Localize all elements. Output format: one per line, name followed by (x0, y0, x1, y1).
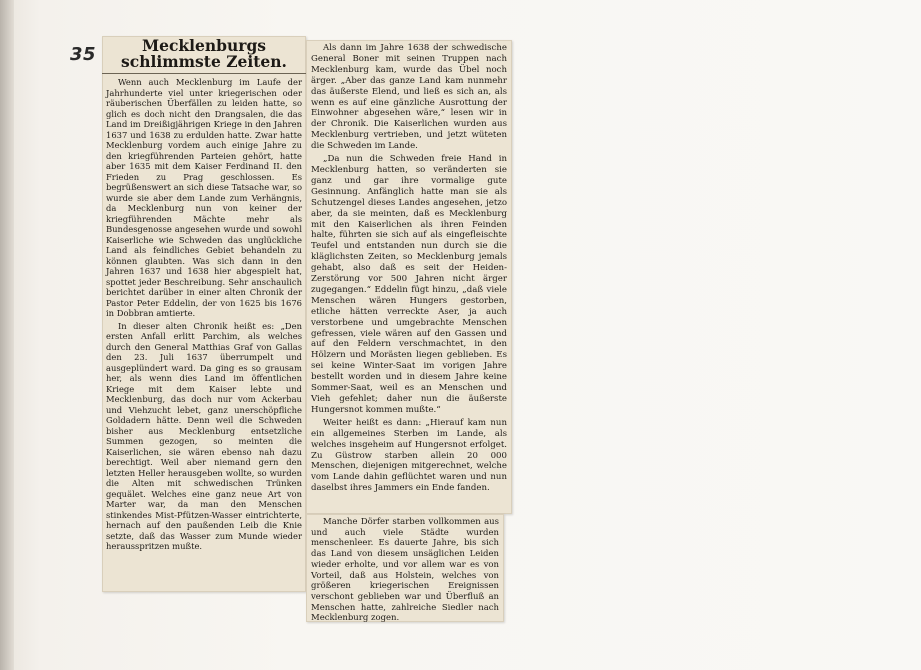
headline-line-1: Mecklenburgs (141, 36, 267, 55)
column-2-body (306, 40, 512, 494)
paragraph: Als dann im Jahre 1638 der schwedische General Boner mit seinen Truppen nach Mecklenburg kam, wurde das Übel noch ärger. „Aber das ganze Land kam nunmehr das äußerste Elend, und ließ es sich an, als wenn es auf eine gänzliche Ausrottung der Einwohner abgesehen wäre,“ lesen wir in der Chronik. Die Kaiserlichen wurden aus Mecklenburg vertrieben, und jetzt wüteten die Schweden im Lande. (311, 43, 507, 152)
clipping-column-2 (306, 40, 512, 514)
paragraph: „Da nun die Schweden freie Hand in Mecklenburg hatten, so veränderten sie ganz und gar ihre vormalige gute Gesinnung. Anfänglich hatte man sie als Schutzengel dieses Landes angesehen, jetzo aber, da sie meinten, daß es Mecklenburg mit den Kaiserlichen als ihren Feinden halte, führten sie sich auf als eingefleischte Teufel und entstanden nun durch sie die kläglichsten Zeiten, so Mecklenburg jemals gehabt, also daß es seit der Heiden-Zerstörung vor 500 Jahren nicht ärger zugegangen.“ Eddelin fügt hinzu, „daß viele Menschen wären Hungers gestorben, etliche hätten verreckte Aser, ja auch verstorbene und umgebrachte Menschen gefressen, viele wären auf den Gassen und auf den Feldern verschmachtet, in den Hölzern und Morästen liegen geblieben. Es sei keine Winter-Saat im vorigen Jahre bestellt worden und in diesem Jahre keine Sommer-Saat, weil es an Menschen und Vieh gefehlet; daher nun die äußerste Hungersnot kommen mußte.“ (311, 154, 507, 415)
column-1-body (102, 77, 306, 552)
headline-line-2: schlimmste Zeiten. (121, 52, 287, 71)
clipping-column-1 (102, 36, 306, 592)
paragraph: Manche Dörfer starben vollkommen aus und auch viele Städte wurden menschenleer. Es dauerte Jahre, bis sich das Land von diesem unsäglichen Leiden wieder erholte, und vor allem war es von Vorteil, daß aus Holstein, welches von größeren kriegerischen Ereignissen verschont geblieben war und Überfluß an Menschen hatte, zahlreiche Siedler nach Mecklenburg zogen. (311, 517, 499, 622)
paragraph: Wenn auch Mecklenburg im Laufe der Jahrhunderte viel unter kriegerischen oder räuberischen Überfällen zu leiden hatte, so glich es doch nicht den Drangsalen, die das Land im Dreißigjährigen Kriege in den Jahren 1637 und 1638 zu erdulden hatte. Zwar hatte Mecklenburg vordem auch einige Jahre zu den kriegführenden Parteien gehört, hatte aber 1635 mit dem Kaiser Ferdinand II. den Frieden zu Prag geschlossen. Es begrüßenswert an sich diese Tatsache war, so wurde sie aber dem Lande zum Verhängnis, da Mecklenburg nun von keiner der kriegführenden Mächte mehr als Bundesgenosse angesehen wurde und sowohl Kaiserliche wie Schweden das unglückliche Land als feindliches Gebiet behandeln zu können glaubten. Was sich dann in den Jahren 1637 und 1638 hier abgespielt hat, spottet jeder Beschreibung. Sehr anschaulich berichtet darüber in einer alten Chronik der Pastor Peter Eddelin, der von 1625 bis 1676 in Dobbran amtierte. (106, 77, 302, 318)
article-headline (102, 38, 306, 74)
column-3-body (306, 514, 504, 622)
paragraph: In dieser alten Chronik heißt es: „Den ersten Anfall erlitt Parchim, als welches durch den General Matthias Graf von Gallas den 23. Juli 1637 überrumpelt und ausgeplündert ward. Da ging es so grausam her, als wenn dies Land im öffentlichen Kriege mit dem Kaiser lebte und Mecklenburg, das doch nur vom Ackerbau und Viehzucht lebet, ganz unerschöpfliche Goldadern hätte. Denn weil die Schweden bisher aus Mecklenburg entsetzliche Summen gezogen, so meinten die Kaiserlichen, sie wären ebenso nah dazu berechtigt. Weil aber niemand gern den letzten Heller herausgeben wollte, so wurden die Alten mit schwedischen Trünken gequälet. Welches eine ganz neue Art von Marter war, da man den Menschen stinkendes Mist-Pfützen-Wasser eintrichterte, hernach auf den paußenden Leib die Knie setzte, daß das Wasser zum Munde wieder herausspritzen mußte. (106, 320, 302, 551)
clipping-column-3 (306, 514, 504, 622)
album-binding-gutter (0, 0, 14, 670)
paragraph: Weiter heißt es dann: „Hierauf kam nun ein allgemeines Sterben im Lande, als welches insgeheim auf Hungersnot erfolget. Zu Güstrow starben allein 20 000 Menschen, diejenigen mitgerechnet, welche vom Lande dahin geflüchtet waren und nun daselbst ihres Jammers ein Ende fanden. (311, 417, 507, 494)
page-number: 35 (70, 44, 97, 65)
